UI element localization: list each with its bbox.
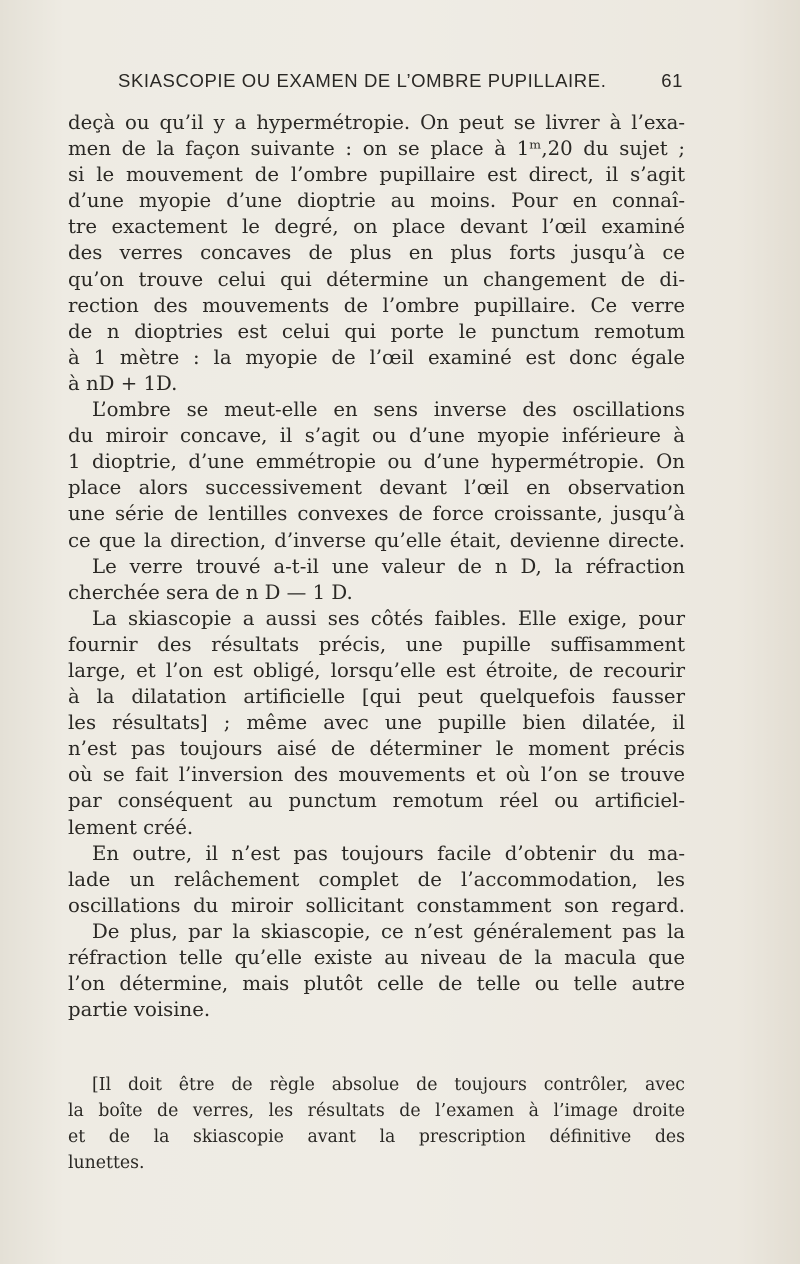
text-line: des verres concaves de plus en plus forts jusqu’à ce — [68, 241, 685, 265]
bracketed-note — [68, 1072, 685, 1176]
text-line: deçà ou qu’il y a hypermétropie. On peut se livrer à l’exa- — [68, 111, 685, 134]
text-line: lement créé. — [68, 815, 194, 839]
text-line: l’on détermine, mais plutôt celle de telle ou telle autre — [68, 972, 685, 996]
note-line: la boîte de verres, les résultats de l’examen à l’image droite — [68, 1101, 685, 1122]
text-line: ce que la direction, d’inverse qu’elle était, devienne directe. — [68, 528, 685, 552]
paragraph-start: De plus, par la skiascopie, ce n’est généralement pas la — [92, 919, 685, 943]
page-number: 61 — [661, 70, 683, 91]
text-line: réfraction telle qu’elle existe au niveau de la macula que — [68, 946, 685, 969]
text-line: partie voisine. — [68, 998, 211, 1022]
text-line: à nD + 1D. — [68, 371, 178, 395]
text-line: de n dioptries est celui qui porte le punctum remotum — [68, 319, 685, 343]
text-line: fournir des résultats précis, une pupille suffisamment — [68, 632, 685, 656]
paragraph-start: Le verre trouvé a-t-il une valeur de n D, la réfraction — [92, 554, 685, 578]
running-head — [118, 70, 683, 98]
text-line: où se fait l’inversion des mouvements et où l’on se trouve — [68, 763, 685, 787]
text-line: large, et l’on est obligé, lorsqu’elle est étroite, de recourir — [68, 658, 685, 682]
text-line: les résultats] ; même avec une pupille bien dilatée, il — [68, 711, 685, 735]
note-line: [Il doit être de règle absolue de toujours contrôler, avec — [92, 1075, 685, 1095]
text-line: 1 dioptrie, d’une emmétropie ou d’une hypermétropie. On — [68, 450, 685, 474]
text-line: place alors successivement devant l’œil en observation — [68, 476, 685, 500]
paragraph-start: En outre, il n’est pas toujours facile d’obtenir du ma- — [92, 841, 685, 865]
text-line: n’est pas toujours aisé de déterminer le moment précis — [68, 737, 685, 761]
text-line: tre exactement le degré, on place devant l’œil examiné — [68, 215, 685, 239]
text-line: à 1 mètre : la myopie de l’œil examiné est donc égale — [68, 345, 685, 369]
note-line: et de la skiascopie avant la prescription définitive des — [68, 1127, 685, 1148]
text-line: men de la façon suivante : on se place à 1ᵐ,20 du sujet ; — [68, 137, 685, 161]
text-line: à la dilatation artificielle [qui peut quelquefois fausser — [68, 685, 685, 709]
text-line: oscillations du miroir sollicitant constamment son regard. — [68, 893, 685, 917]
text-line: si le mouvement de l’ombre pupillaire est direct, il s’agit — [68, 163, 685, 187]
text-line: rection des mouvements de l’ombre pupillaire. Ce verre — [68, 293, 685, 317]
running-title: SKIASCOPIE OU EXAMEN DE L’OMBRE PUPILLAIRE. — [118, 70, 607, 91]
text-line: cherchée sera de n D — 1 D. — [68, 580, 353, 604]
paragraph-start: La skiascopie a aussi ses côtés faibles. Elle exige, pour — [92, 606, 685, 630]
paragraph-start: L’ombre se meut-elle en sens inverse des oscillations — [92, 398, 685, 422]
body-text — [68, 110, 685, 1023]
text-line: d’une myopie d’une dioptrie au moins. Pour en connaî- — [68, 189, 685, 213]
text-line: qu’on trouve celui qui détermine un changement de di- — [68, 267, 685, 291]
text-line: du miroir concave, il s’agit ou d’une myopie inférieure à — [68, 424, 685, 448]
text-line: une série de lentilles convexes de force croissante, jusqu’à — [68, 502, 685, 526]
text-line: lade un relâchement complet de l’accommodation, les — [68, 867, 685, 891]
text-line: par conséquent au punctum remotum réel ou artificiel- — [68, 789, 685, 813]
note-line: lunettes. — [68, 1153, 145, 1174]
